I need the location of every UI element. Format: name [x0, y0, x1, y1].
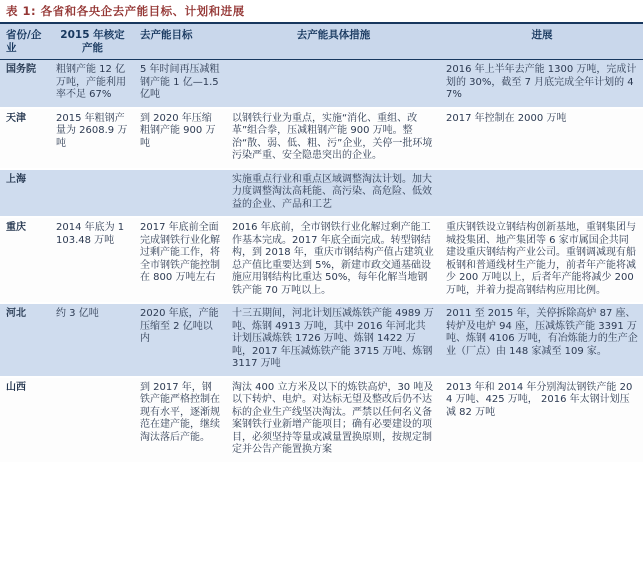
cell-target	[134, 169, 226, 218]
cell-capacity-2015: 粗钢产能 12 亿万吨，产能利用率不足 67%	[50, 60, 134, 108]
cell-region: 山西	[0, 377, 50, 463]
table-header-row	[0, 23, 643, 60]
cell-progress: 2011 至 2015 年，关停拆除高炉 87 座、转炉及电炉 94 座，压减炼铁产能 3391 万吨、炼钢 4106 万吨，有冶炼能力的生产企业（厂点）由 148 家减至 109 家。	[440, 303, 643, 377]
header-capacity-2015: 2015 年核定产能	[50, 23, 134, 60]
cell-region: 河北	[0, 303, 50, 377]
cell-target: 2017 年底前全面完成钢铁行业化解过剩产能工作，将全市钢铁产能控制在 800 万吨左右	[134, 217, 226, 303]
header-measures: 去产能具体措施	[226, 23, 440, 60]
cell-region: 上海	[0, 169, 50, 218]
cell-region: 重庆	[0, 217, 50, 303]
cell-target: 2020 年底，产能压缩至 2 亿吨以内	[134, 303, 226, 377]
cell-progress: 重庆钢铁设立钢结构创新基地，重钢集团与城投集团、地产集团等 6 家市属国企共同建设重庆钢结构产业公司。重钢调减现有船板钢和普通线材生产能力，前者年产能将减少 200 万吨以上，后者年产能将减少 200 万吨，并着力提高钢结构应用比例。	[440, 217, 643, 303]
cell-capacity-2015: 2014 年底为 1103.48 万吨	[50, 217, 134, 303]
table-row-chongqing	[0, 217, 643, 303]
cell-progress: 2013 年和 2014 年分别淘汰钢铁产能 204 万吨、425 万吨， 2016 年太钢计划压减 82 万吨	[440, 377, 643, 463]
cell-region: 天津	[0, 108, 50, 169]
capacity-reduction-table	[0, 22, 643, 464]
table-row-tianjin	[0, 108, 643, 169]
cell-measures: 以钢铁行业为重点，实施“消化、重组、改革”组合拳，压减粗钢产能 900 万吨。整治“散、弱、低、粗、污”企业，关停一批环境污染严重、安全隐患突出的企业。	[226, 108, 440, 169]
header-region: 省份/企业	[0, 23, 50, 60]
cell-measures: 十三五期间，河北计划压减炼铁产能 4989 万吨、炼钢 4913 万吨，其中 2016 年河北共计划压减炼铁 1726 万吨、炼钢 1422 万吨，2017 年压减炼铁产能 3715 万吨、炼钢 3117 万吨	[226, 303, 440, 377]
cell-region: 国务院	[0, 60, 50, 108]
cell-capacity-2015	[50, 377, 134, 463]
table-title: 表 1: 各省和各央企去产能目标、计划和进展	[6, 4, 245, 18]
cell-measures	[226, 60, 440, 108]
table-row-shanxi	[0, 377, 643, 463]
header-progress: 进展	[440, 23, 643, 60]
cell-target: 到 2017 年，钢铁产能严格控制在现有水平，逐渐规范在建产能，继续淘汰落后产能。	[134, 377, 226, 463]
cell-target: 到 2020 年压缩粗钢产能 900 万吨	[134, 108, 226, 169]
cell-measures: 淘汰 400 立方米及以下的炼铁高炉，30 吨及以下转炉、电炉。对达标无望及整改后仍不达标的企业生产线坚决淘汰。严禁以任何名义备案钢铁行业新增产能项目；确有必要建设的项目，必须坚持等量或减量置换原则，按规定制定并公告产能置换方案	[226, 377, 440, 463]
header-target: 去产能目标	[134, 23, 226, 60]
cell-capacity-2015	[50, 169, 134, 218]
cell-capacity-2015: 约 3 亿吨	[50, 303, 134, 377]
cell-progress: 2017 年控制在 2000 万吨	[440, 108, 643, 169]
cell-progress	[440, 169, 643, 218]
table-row-shanghai	[0, 169, 643, 218]
cell-measures: 实施重点行业和重点区域调整淘汰计划。加大力度调整淘汰高耗能、高污染、高危险、低效益的企业、产品和工艺	[226, 169, 440, 218]
cell-progress: 2016 年上半年去产能 1300 万吨，完成计划的 30%，截至 7 月底完成全年计划的 47%	[440, 60, 643, 108]
table-row-hebei	[0, 303, 643, 377]
cell-measures: 2016 年底前，全市钢铁行业化解过剩产能工作基本完成。2017 年底全面完成。转型钢结构，到 2018 年，重庆市钢结构产值占建筑业总产值比重要达到 5%，新建市政交通基础设施应用钢结构比重达 50%，每年化解当地钢铁产能 70 万吨以上。	[226, 217, 440, 303]
cell-target: 5 年时间再压减粗钢产能 1 亿—1.5 亿吨	[134, 60, 226, 108]
cell-capacity-2015: 2015 年粗钢产量为 2608.9 万吨	[50, 108, 134, 169]
table-row-guowuyuan	[0, 60, 643, 108]
